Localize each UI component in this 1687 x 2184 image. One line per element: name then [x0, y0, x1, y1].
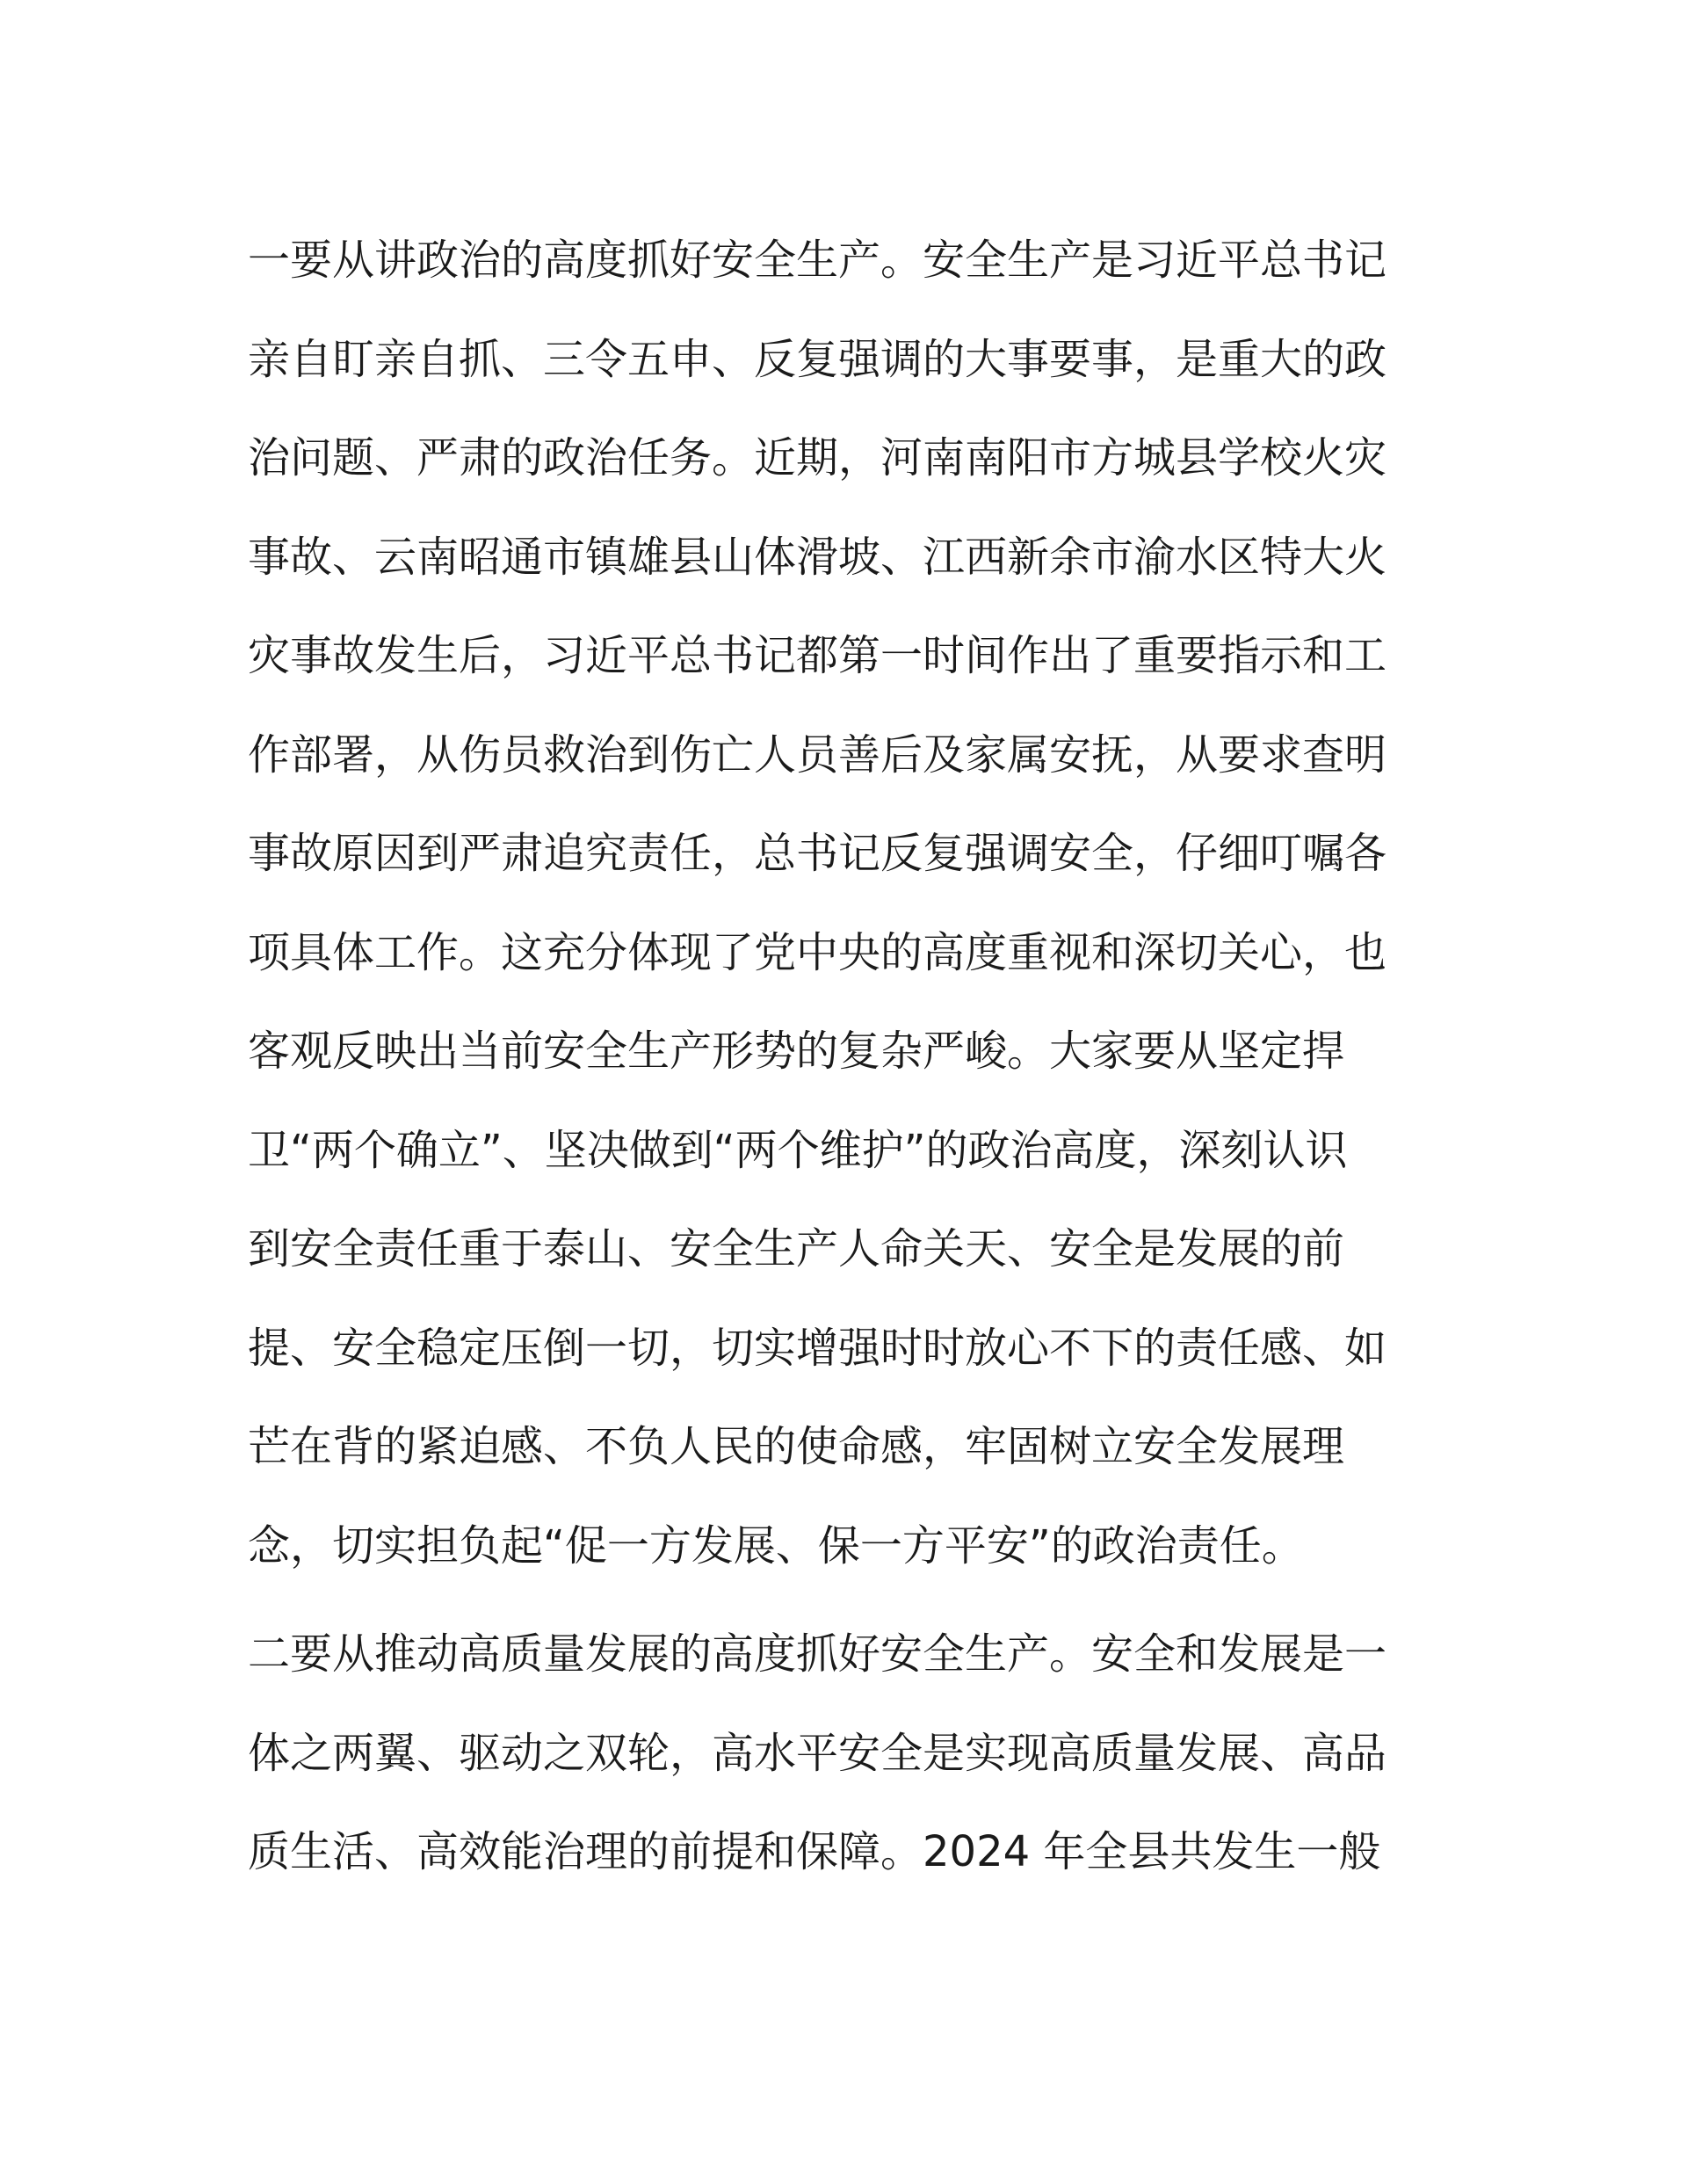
paragraph-line: 作部署，从伤员救治到伤亡人员善后及家属安抚，从要求查明 [248, 729, 1387, 780]
paragraph-line: 事故、云南昭通市镇雄县山体滑坡、江西新余市渝水区特大火 [248, 532, 1387, 582]
paragraph-line: 念，切实担负起“促一方发展、保一方平安”的政治责任。 [248, 1520, 1304, 1571]
paragraph-line: 亲自盯亲自抓、三令五申、反复强调的大事要事，是重大的政 [248, 334, 1387, 384]
paragraph-line: 卫“两个确立”、坚决做到“两个维护”的政治高度，深刻认识 [248, 1125, 1348, 1175]
paragraph-line: 质生活、高效能治理的前提和保障。2024 年全县共发生一般 [248, 1827, 1381, 1876]
paragraph-line: 客观反映出当前安全生产形势的复杂严峻。大家要从坚定捍 [248, 1027, 1345, 1076]
paragraph-line: 灾事故发生后，习近平总书记都第一时间作出了重要指示和工 [248, 631, 1387, 680]
paragraph-line: 二要从推动高质量发展的高度抓好安全生产。安全和发展是一 [248, 1629, 1387, 1679]
paragraph-line: 提、安全稳定压倒一切，切实增强时时放心不下的责任感、如 [248, 1323, 1387, 1373]
paragraph-line: 治问题、严肃的政治任务。近期，河南南阳市方城县学校火灾 [248, 433, 1387, 483]
paragraph-line: 项具体工作。这充分体现了党中央的高度重视和深切关心，也 [248, 927, 1387, 977]
paragraph-line: 到安全责任重于泰山、安全生产人命关天、安全是发展的前 [248, 1224, 1345, 1273]
paragraph-line: 体之两翼、驱动之双轮，高水平安全是实现高质量发展、高品 [248, 1728, 1387, 1778]
paragraph-line: 芒在背的紧迫感、不负人民的使命感，牢固树立安全发展理 [248, 1422, 1345, 1471]
paragraph-political-safety [248, 211, 1443, 1595]
paragraph-development-safety [248, 1605, 1443, 1902]
paragraph-line: 事故原因到严肃追究责任，总书记反复强调安全，仔细叮嘱各 [248, 829, 1387, 878]
paragraph-line: 一要从讲政治的高度抓好安全生产。安全生产是习近平总书记 [248, 236, 1387, 285]
